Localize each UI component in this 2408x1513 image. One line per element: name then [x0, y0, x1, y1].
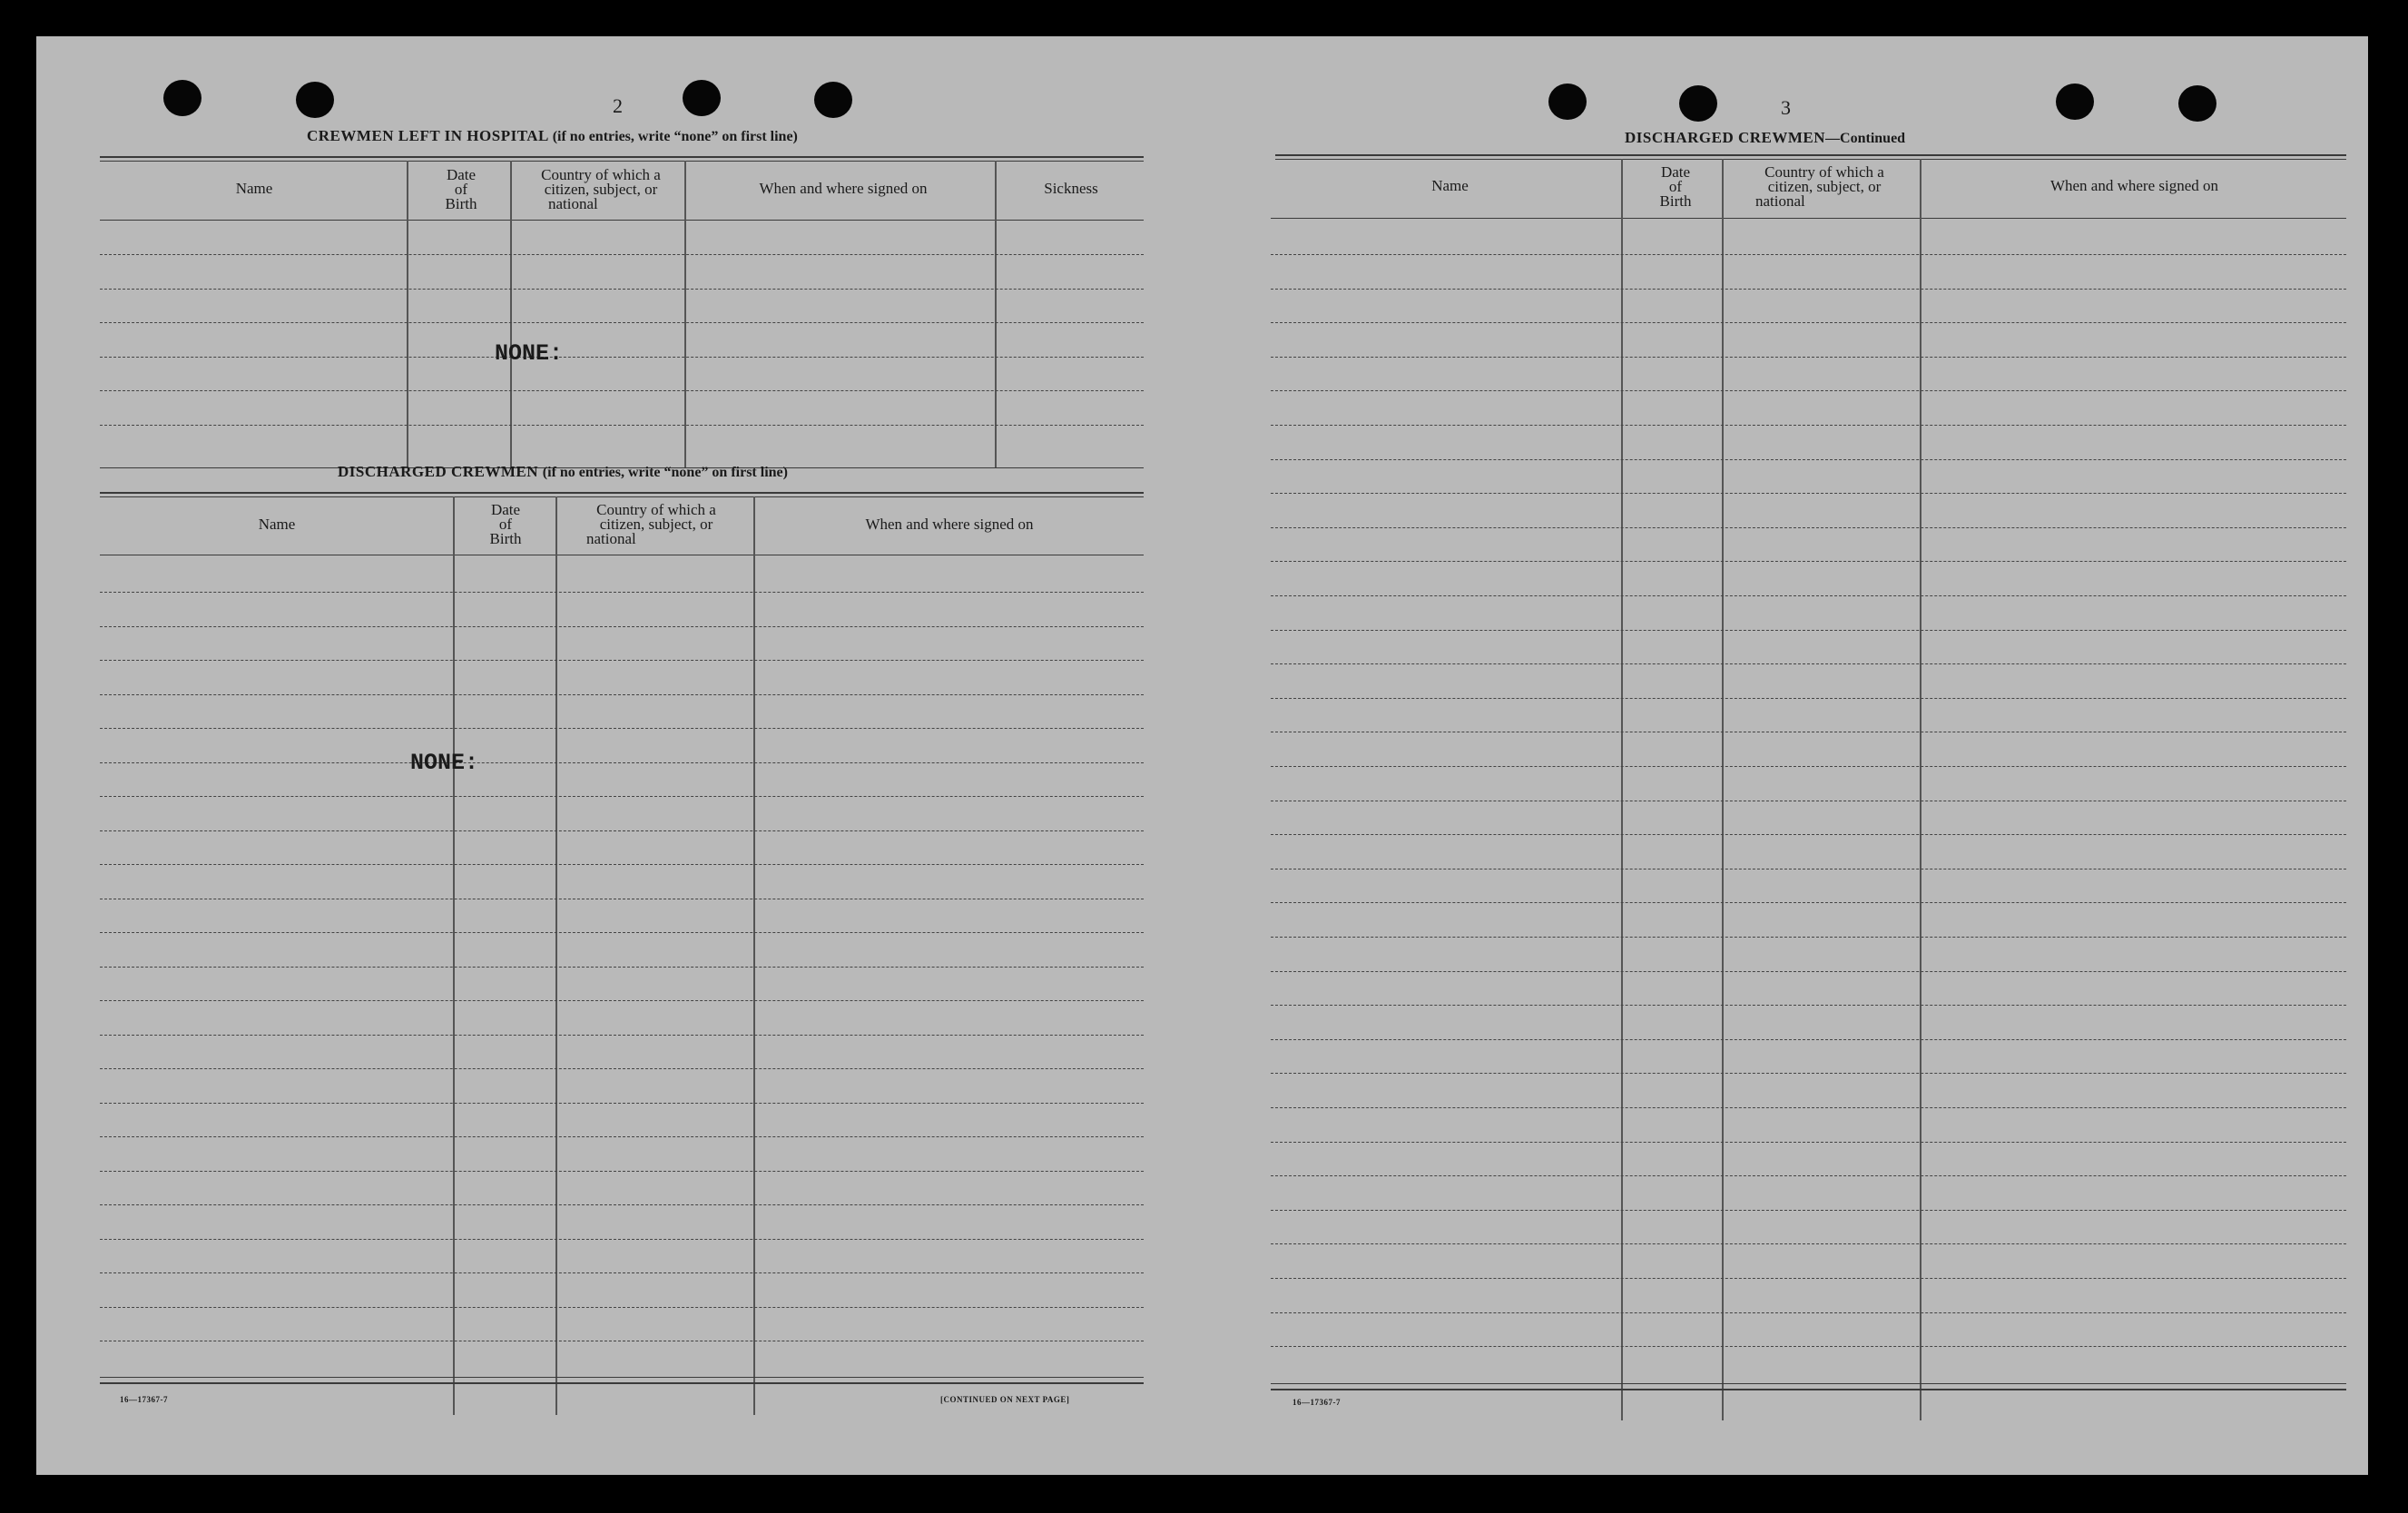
hospital-title-text: CREWMEN LEFT IN HOSPITAL — [307, 127, 548, 144]
hospital-col-signed: When and where signed on — [759, 180, 928, 197]
hospital-col-divider — [995, 161, 997, 467]
discharged-col-country — [557, 503, 755, 546]
right-col-divider — [1621, 159, 1623, 1420]
right-table-bottom-rule — [1271, 1383, 2346, 1384]
hospital-col-dob — [408, 168, 514, 211]
dob-line: of — [454, 181, 468, 198]
table-row-line — [1271, 322, 2346, 323]
table-row-line — [100, 1239, 1144, 1240]
table-row-line — [1271, 663, 2346, 664]
table-row-line — [1271, 1039, 2346, 1040]
table-row-line — [1271, 254, 2346, 255]
dob-line: Birth — [445, 195, 477, 212]
table-row-line — [1271, 630, 2346, 631]
table-row-line — [100, 254, 1144, 255]
right-table-top-rule — [1275, 159, 2346, 160]
country-line: national — [586, 530, 636, 547]
table-row-line — [100, 322, 1144, 323]
table-row-line — [100, 1204, 1144, 1205]
table-row-line — [1271, 1346, 2346, 1347]
table-row-line — [1271, 390, 2346, 391]
hospital-col-name: Name — [235, 180, 273, 197]
table-row-line — [100, 1307, 1144, 1308]
right-header-rule — [1271, 218, 2346, 219]
hospital-col-divider — [407, 161, 408, 467]
table-row-line — [100, 660, 1144, 661]
table-row-line — [1271, 1107, 2346, 1108]
punch-hole — [1679, 85, 1717, 122]
discharged-col-divider — [453, 496, 455, 1415]
table-row-line — [1271, 937, 2346, 938]
discharged-table-top-rule — [100, 492, 1144, 494]
dob-line: of — [1668, 178, 1683, 195]
table-row-line — [100, 1136, 1144, 1137]
hospital-title-note: (if no entries, write “none” on first line) — [552, 129, 798, 144]
dob-line: Birth — [489, 530, 522, 547]
continued-note: [CONTINUED ON NEXT PAGE] — [940, 1395, 1070, 1404]
discharged-table-bottom-rule — [100, 1382, 1144, 1384]
table-row-line — [100, 728, 1144, 729]
hospital-col-divider — [684, 161, 686, 467]
page-number: 2 — [613, 94, 623, 117]
right-col-name: Name — [1431, 177, 1469, 194]
discharged-title-text: DISCHARGED CREWMEN — [338, 463, 539, 480]
punch-hole — [163, 80, 201, 116]
country-line: Country of which a — [1764, 163, 1884, 181]
form-number: 16—17367-7 — [1292, 1398, 1341, 1407]
page-number: 3 — [1781, 96, 1791, 119]
table-row-line — [1271, 1243, 2346, 1244]
table-row-line — [100, 967, 1144, 968]
punch-hole — [2178, 85, 2216, 122]
table-row-line — [1271, 698, 2346, 699]
table-row-line — [100, 1000, 1144, 1001]
form-number: 16—17367-7 — [120, 1395, 168, 1404]
country-line: national — [548, 195, 598, 212]
table-row-line — [100, 694, 1144, 695]
table-row-line — [100, 626, 1144, 627]
punch-hole — [1548, 84, 1587, 120]
dob-line: Date — [446, 166, 477, 183]
table-row-line — [1271, 1210, 2346, 1211]
table-row-line — [100, 592, 1144, 593]
table-row-line — [1271, 1278, 2346, 1279]
table-row-line — [1271, 493, 2346, 494]
hospital-none-entry: NONE: — [495, 340, 564, 367]
hospital-header-rule — [100, 220, 1144, 221]
table-row-line — [1271, 834, 2346, 835]
table-row-line — [1271, 357, 2346, 358]
right-table-bottom-rule — [1271, 1389, 2346, 1390]
right-col-signed: When and where signed on — [2049, 177, 2219, 194]
table-row-line — [1271, 1142, 2346, 1143]
table-row-line — [100, 796, 1144, 797]
right-col-divider — [1722, 159, 1724, 1420]
table-row-line — [100, 762, 1144, 763]
document-sheet — [36, 36, 2368, 1475]
table-row-line — [100, 830, 1144, 831]
punch-hole — [296, 82, 334, 118]
table-row-line — [1271, 595, 2346, 596]
table-row-line — [1271, 1005, 2346, 1006]
right-col-dob — [1626, 165, 1725, 209]
discharged-continued-title-text: DISCHARGED CREWMEN — [1625, 129, 1826, 146]
table-row-line — [1271, 971, 2346, 972]
discharged-continued-title — [1625, 129, 1905, 147]
table-row-line — [1271, 1312, 2346, 1313]
table-row-line — [1271, 766, 2346, 767]
punch-hole — [683, 80, 721, 116]
dob-line: Date — [1660, 163, 1691, 181]
dob-line: of — [498, 516, 513, 533]
table-row-line — [1271, 1073, 2346, 1074]
discharged-table-top-rule — [100, 496, 1144, 497]
table-row-line — [1271, 902, 2346, 903]
discharged-col-name: Name — [258, 516, 296, 533]
discharged-col-dob — [455, 503, 556, 546]
hospital-col-divider — [510, 161, 512, 467]
table-row-line — [100, 1068, 1144, 1069]
table-row-line — [100, 425, 1144, 426]
discharged-col-signed: When and where signed on — [865, 516, 1034, 533]
table-row-line — [1271, 1175, 2346, 1176]
hospital-col-sickness: Sickness — [1044, 180, 1098, 197]
table-row-line — [100, 357, 1144, 358]
table-row-line — [1271, 459, 2346, 460]
table-row-line — [1271, 289, 2346, 290]
discharged-col-divider — [753, 496, 755, 1415]
country-line: citizen, subject, or — [544, 181, 658, 198]
table-row-line — [1271, 527, 2346, 528]
discharged-table-bottom-rule — [100, 1377, 1144, 1378]
table-row-line — [100, 864, 1144, 865]
hospital-table-top-rule — [100, 156, 1144, 158]
right-col-divider — [1920, 159, 1921, 1420]
table-row-line — [100, 390, 1144, 391]
country-line: national — [1755, 192, 1805, 210]
discharged-col-divider — [555, 496, 557, 1415]
discharged-title-note: (if no entries, write “none” on first line) — [542, 465, 788, 480]
country-line: Country of which a — [596, 501, 716, 518]
continued-suffix: —Continued — [1825, 131, 1906, 146]
dob-line: Birth — [1659, 192, 1692, 210]
country-line: citizen, subject, or — [1767, 178, 1882, 195]
punch-hole — [2056, 84, 2094, 120]
country-line: citizen, subject, or — [599, 516, 713, 533]
right-table-top-rule — [1275, 154, 2346, 156]
table-row-line — [100, 1272, 1144, 1273]
table-row-line — [1271, 561, 2346, 562]
table-row-line — [100, 289, 1144, 290]
hospital-table-top-rule — [100, 161, 1144, 162]
right-col-country — [1726, 165, 1922, 209]
table-row-line — [100, 1171, 1144, 1172]
table-row-line — [100, 932, 1144, 933]
table-row-line — [1271, 425, 2346, 426]
hospital-section-title — [307, 127, 798, 145]
punch-hole — [814, 82, 852, 118]
discharged-none-entry: NONE: — [410, 750, 479, 776]
dob-line: Date — [490, 501, 521, 518]
country-line: Country of which a — [541, 166, 661, 183]
table-row-line — [100, 1035, 1144, 1036]
discharged-section-title — [338, 463, 788, 481]
hospital-col-country — [514, 168, 688, 211]
table-row-line — [100, 1103, 1144, 1104]
